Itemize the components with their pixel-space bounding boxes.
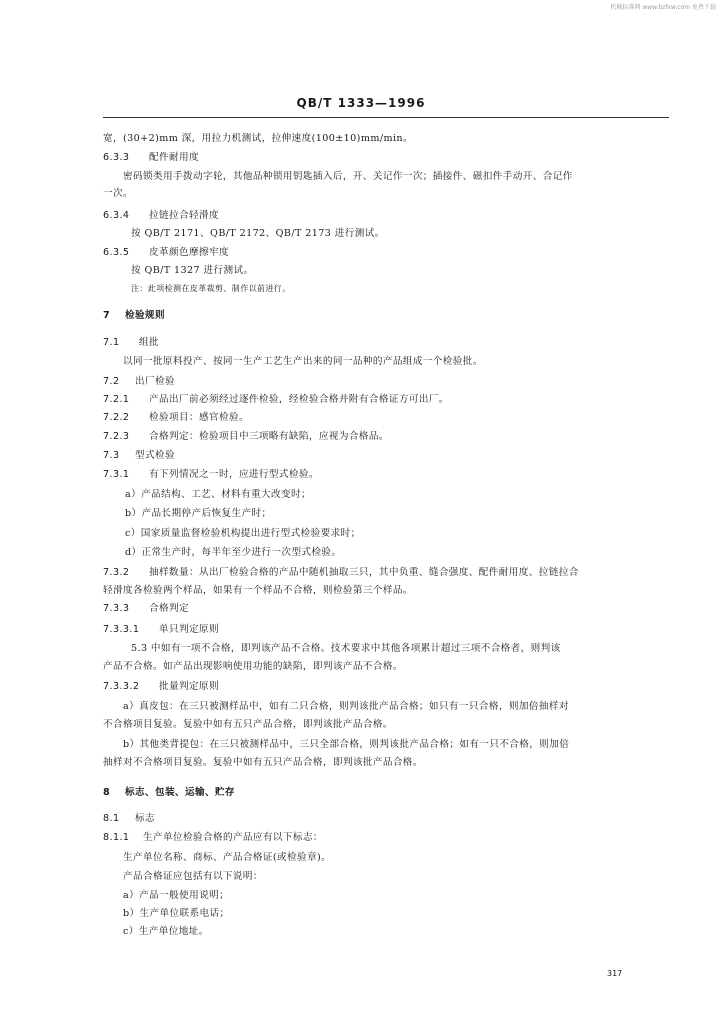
body-line bbox=[131, 642, 561, 655]
body-text: 轻滑度各检验两个样品，如果有一个样品不合格，则检验第三个样品。 bbox=[103, 585, 413, 596]
body-text: 5.3 中如有一项不合格，即判该产品不合格。技术要求中其他各项累计超过三项不合格者，则判该 bbox=[131, 643, 561, 654]
clause-number: 8 bbox=[103, 787, 111, 798]
clause-title: 配件耐用度 bbox=[149, 152, 199, 163]
body-line bbox=[131, 227, 385, 240]
list-item-text: b）其他类背提包：在三只被测样品中，三只全部合格，则判该批产品合格；如有一只不合格，则加倍 bbox=[123, 739, 570, 750]
clause-title: 皮革颜色摩擦牢度 bbox=[149, 247, 229, 258]
subsection-heading bbox=[103, 566, 579, 579]
list-item bbox=[123, 907, 229, 920]
list-item-text: a）真皮包：在三只被测样品中，如有二只合格，则判该批产品合格；如只有一只合格，则加倍抽样对 bbox=[123, 701, 569, 712]
clause-number: 7.2.1 bbox=[103, 394, 130, 405]
body-line bbox=[103, 132, 413, 145]
subsection-heading bbox=[103, 375, 175, 388]
clause-number: 7 bbox=[103, 310, 111, 321]
body-text: 以同一批原料投产、按同一生产工艺生产出来的同一品种的产品组成一个检验批。 bbox=[123, 356, 483, 367]
clause-number: 7.2.3 bbox=[103, 431, 130, 442]
clause-number: 7.3.3.2 bbox=[103, 681, 140, 692]
clause-title: 标志、包装、运输、贮存 bbox=[125, 787, 235, 798]
subsection-heading bbox=[103, 430, 389, 443]
subsection-heading bbox=[103, 812, 155, 825]
body-line bbox=[103, 718, 393, 731]
body-line bbox=[123, 851, 331, 864]
body-text: 不合格项目复验。复验中如有五只产品合格，即判该批产品合格。 bbox=[103, 719, 393, 730]
clause-title: 拉链拉合轻滑度 bbox=[149, 210, 219, 221]
section-heading bbox=[103, 309, 165, 322]
clause-title: 抽样数量：从出厂检验合格的产品中随机抽取三只，其中负重、缝合强度、配件耐用度、拉链拉合 bbox=[149, 567, 579, 578]
list-item bbox=[125, 527, 361, 540]
clause-title: 标志 bbox=[135, 813, 155, 824]
body-line bbox=[103, 660, 403, 673]
subsection-heading bbox=[103, 411, 249, 424]
clause-number: 6.3.5 bbox=[103, 247, 130, 258]
clause-number: 7.1 bbox=[103, 337, 120, 348]
body-line bbox=[103, 756, 423, 769]
body-line bbox=[123, 355, 483, 368]
subsection-heading bbox=[103, 209, 219, 222]
subsection-heading bbox=[103, 151, 199, 164]
clause-title: 型式检验 bbox=[135, 450, 175, 461]
list-item-text: a）产品结构、工艺、材料有重大改变时； bbox=[125, 489, 312, 500]
list-item-text: c）生产单位地址。 bbox=[123, 926, 209, 937]
standard-header: QB/T 1333—1996 bbox=[296, 96, 426, 110]
clause-title: 批量判定原则 bbox=[159, 681, 219, 692]
body-text: 按 QB/T 2171、QB/T 2172、QB/T 2173 进行测试。 bbox=[131, 228, 385, 239]
body-line bbox=[131, 264, 253, 277]
subsection-heading bbox=[103, 246, 229, 259]
clause-title: 检验规则 bbox=[125, 310, 165, 321]
clause-title: 产品出厂前必须经过逐件检验，经检验合格并附有合格证方可出厂。 bbox=[149, 394, 449, 405]
body-text: 宽，(30+2)mm 深，用拉力机测试，拉伸速度(100±10)mm/min。 bbox=[103, 133, 413, 144]
subsection-heading bbox=[103, 449, 175, 462]
list-item-text: d）正常生产时，每半年至少进行一次型式检验。 bbox=[125, 547, 342, 558]
body-text: 一次。 bbox=[103, 188, 133, 199]
list-item bbox=[123, 889, 229, 902]
list-item bbox=[123, 925, 209, 938]
clause-title: 合格判定：检验项目中三项略有缺陷，应视为合格品。 bbox=[149, 431, 389, 442]
subsection-heading bbox=[103, 623, 219, 636]
clause-number: 7.3.3 bbox=[103, 603, 130, 614]
clause-number: 7.2 bbox=[103, 376, 120, 387]
body-text: 密码锁类用手拨动字轮，其他品种锁用钥匙插入后，开、关记作一次；插接件、磁扣件手动开、合记作 bbox=[123, 171, 573, 182]
body-line bbox=[103, 187, 133, 200]
clause-title: 有下列情况之一时，应进行型式检验。 bbox=[149, 469, 319, 480]
clause-number: 6.3.4 bbox=[103, 210, 130, 221]
list-item bbox=[125, 507, 271, 520]
note-text: 注：此项检测在皮革裁剪、制作以前进行。 bbox=[131, 284, 291, 293]
clause-title: 合格判定 bbox=[149, 603, 189, 614]
page-number: 317 bbox=[607, 969, 623, 978]
subsection-heading bbox=[103, 602, 189, 615]
list-item bbox=[123, 738, 569, 751]
subsection-heading bbox=[103, 393, 449, 406]
clause-number: 8.1 bbox=[103, 813, 120, 824]
list-item-text: a）产品一般使用说明； bbox=[123, 890, 230, 901]
clause-title: 生产单位检验合格的产品应有以下标志： bbox=[143, 832, 323, 843]
clause-number: 8.1.1 bbox=[103, 832, 130, 843]
watermark: 机械标准网 www.bzfxw.com 免费下载 bbox=[610, 4, 716, 11]
body-line bbox=[103, 584, 413, 597]
clause-title: 组批 bbox=[139, 337, 159, 348]
body-line bbox=[123, 870, 263, 883]
header-rule bbox=[103, 117, 669, 118]
list-item bbox=[123, 700, 569, 713]
body-text: 产品不合格。如产品出现影响使用功能的缺陷，即判该产品不合格。 bbox=[103, 661, 403, 672]
list-item-text: b）产品长期停产后恢复生产时； bbox=[125, 508, 272, 519]
clause-number: 7.3.1 bbox=[103, 469, 130, 480]
clause-number: 7.3 bbox=[103, 450, 120, 461]
body-line bbox=[123, 170, 573, 183]
clause-title: 出厂检验 bbox=[135, 376, 175, 387]
section-heading bbox=[103, 786, 235, 799]
list-item-text: c）国家质量监督检验机构提出进行型式检验要求时； bbox=[125, 528, 361, 539]
list-item bbox=[125, 488, 311, 501]
body-text: 生产单位名称、商标、产品合格证(或检验章)。 bbox=[123, 852, 332, 863]
clause-number: 7.3.2 bbox=[103, 567, 130, 578]
body-text: 抽样对不合格项目复验。复验中如有五只产品合格，即判该批产品合格。 bbox=[103, 757, 423, 768]
subsection-heading bbox=[103, 468, 319, 481]
subsection-heading bbox=[103, 831, 323, 844]
clause-title: 检验项目：感官检验。 bbox=[149, 412, 249, 423]
clause-number: 7.3.3.1 bbox=[103, 624, 140, 635]
clause-title: 单只判定原则 bbox=[159, 624, 219, 635]
clause-number: 7.2.2 bbox=[103, 412, 130, 423]
subsection-heading bbox=[103, 336, 159, 349]
note-line bbox=[131, 282, 291, 295]
subsection-heading bbox=[103, 680, 219, 693]
list-item bbox=[125, 546, 341, 559]
clause-number: 6.3.3 bbox=[103, 152, 130, 163]
list-item-text: b）生产单位联系电话； bbox=[123, 908, 230, 919]
body-text: 按 QB/T 1327 进行测试。 bbox=[131, 265, 254, 276]
body-text: 产品合格证应包括有以下说明： bbox=[123, 871, 263, 882]
